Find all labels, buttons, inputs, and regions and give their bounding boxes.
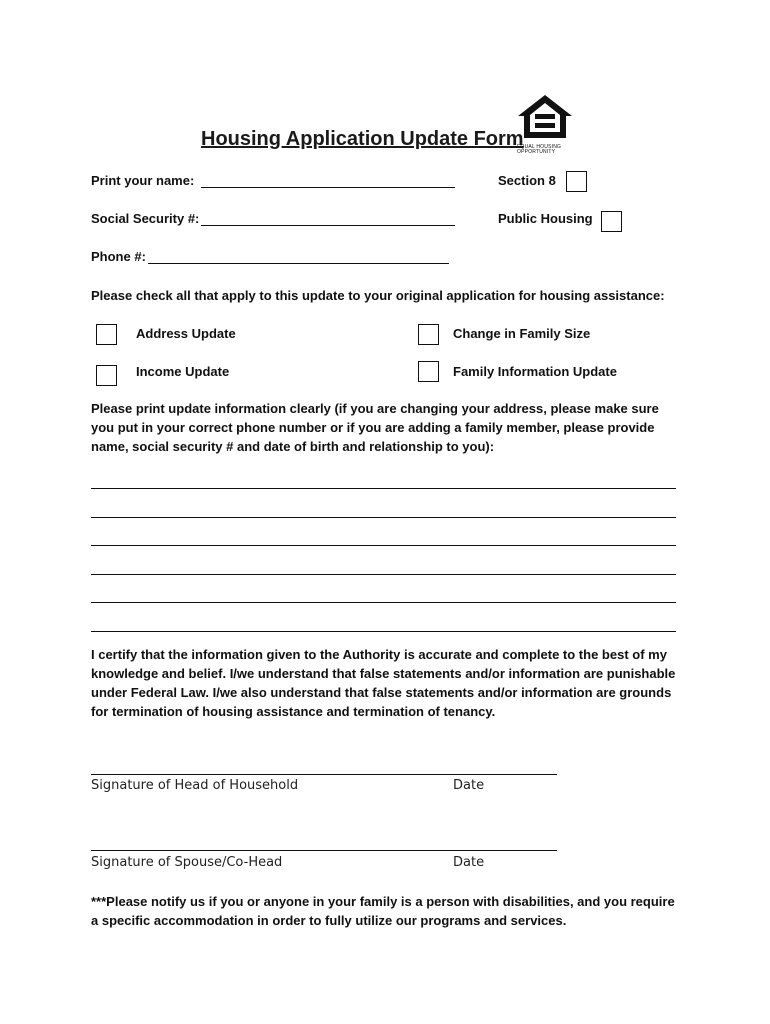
logo-text: EQUAL HOUSING OPPORTUNITY [517,144,562,155]
house-icon [517,94,573,140]
ssn-label: Social Security #: [91,211,200,226]
update-line-5[interactable] [91,602,676,603]
spouse-signature-line[interactable] [91,850,557,851]
spouse-date-label: Date [453,855,485,870]
family-info-label: Family Information Update [453,364,617,379]
head-signature-label: Signature of Head of Household [91,778,299,793]
form-title: Housing Application Update Form [201,128,524,150]
phone-label: Phone #: [91,249,146,264]
equal-housing-logo [517,94,573,155]
income-update-label: Income Update [136,364,230,379]
income-update-checkbox[interactable] [96,365,117,386]
accommodation-note: ***Please notify us if you or anyone in your family is a person with disabilities, and you require a specific accommodation in order to fully utilize our programs and services. [91,894,675,928]
phone-field[interactable] [148,263,449,264]
name-field[interactable] [201,187,455,188]
certification-text: I certify that the information given to the Authority is accurate and complete to the best of my knowledge and belief. I/we understand that false statements and/or information are punishable under Federal Law. I/we also understand that false statements and/or information are grounds for termination of housing assistance and termination of tenancy. [91,647,676,719]
section8-checkbox[interactable] [566,171,587,192]
public-housing-checkbox[interactable] [601,211,622,232]
print-instructions: Please print update information clearly (if you are changing your address, please make sure you put in your correct phone number or if you are adding a family member, please provide name, social security # and date of birth and relationship to you): [91,401,659,454]
family-size-checkbox[interactable] [418,324,439,345]
name-label: Print your name: [91,173,195,188]
ssn-field[interactable] [201,225,455,226]
update-line-2[interactable] [91,517,676,518]
address-update-label: Address Update [136,326,236,341]
family-size-label: Change in Family Size [453,326,591,341]
address-update-checkbox[interactable] [96,324,117,345]
family-info-checkbox[interactable] [418,361,439,382]
check-instructions: Please check all that apply to this update to your original application for housing assistance: [91,288,665,303]
spouse-signature-label: Signature of Spouse/Co-Head [91,855,283,870]
section8-label: Section 8 [498,173,556,188]
head-signature-line[interactable] [91,774,557,775]
update-line-1[interactable] [91,488,676,489]
head-date-label: Date [453,778,485,793]
public-housing-label: Public Housing [498,211,593,226]
update-line-3[interactable] [91,545,676,546]
update-line-6[interactable] [91,631,676,632]
update-line-4[interactable] [91,574,676,575]
